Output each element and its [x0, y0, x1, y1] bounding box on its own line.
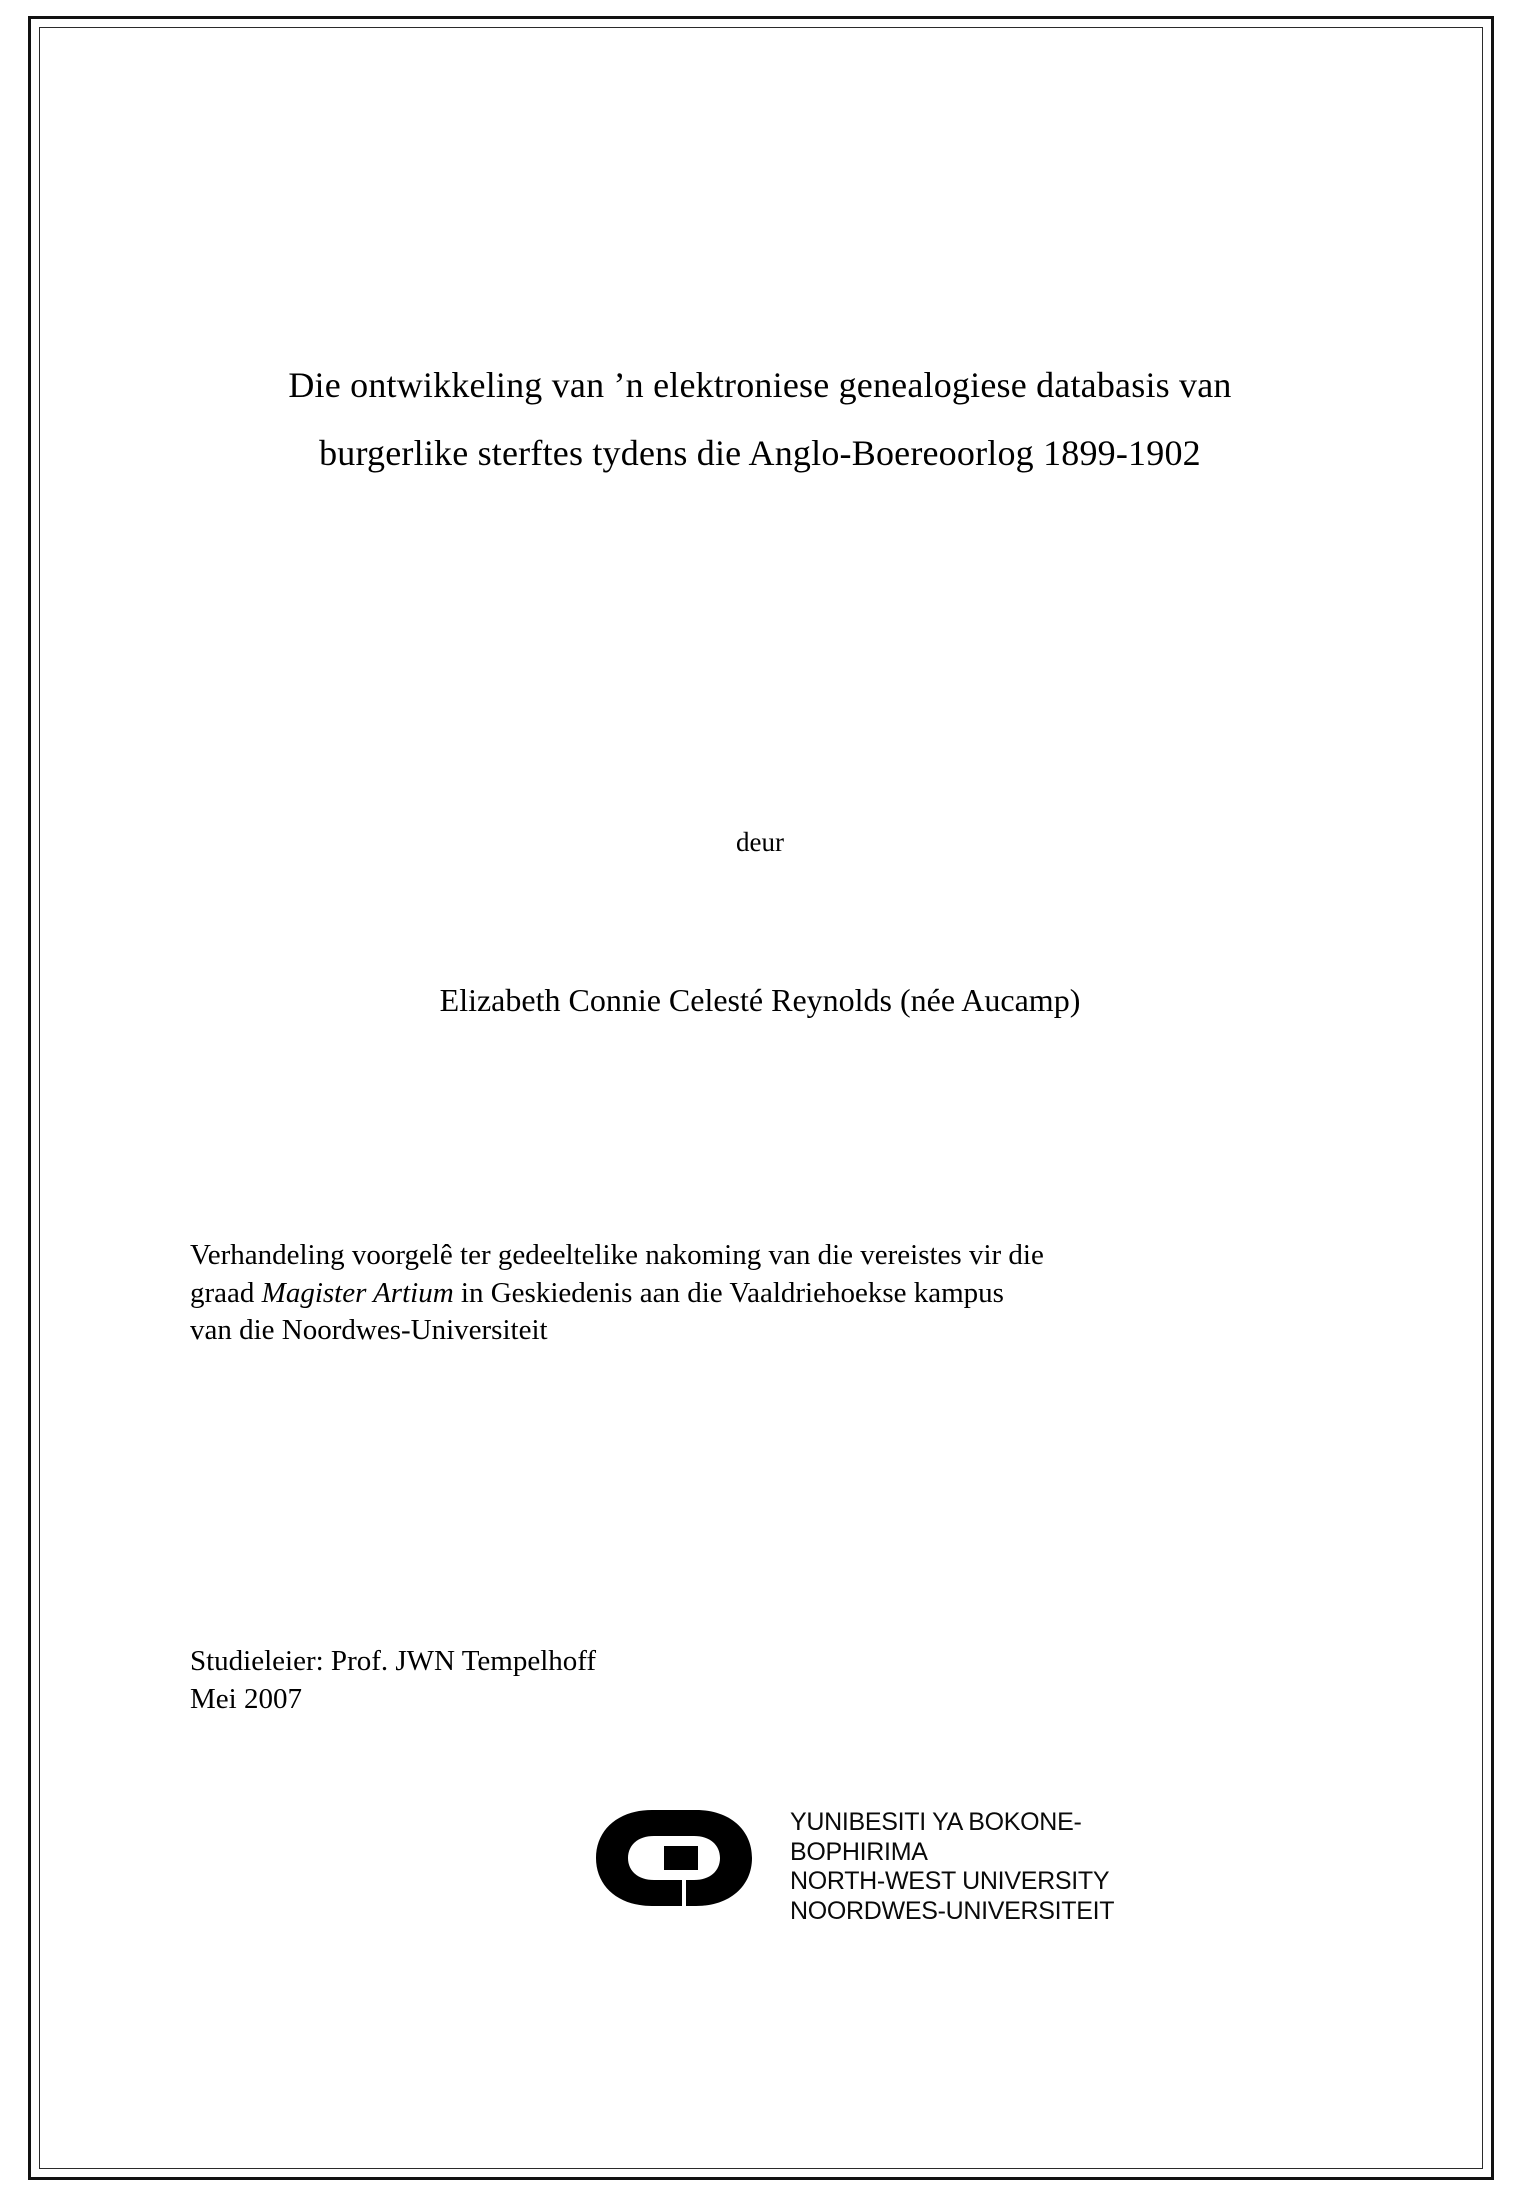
- document-title-line-2: burgerlike sterftes tydens die Anglo-Boereoorlog 1899-1902: [319, 433, 1201, 473]
- university-logo-group: [590, 1802, 1210, 1925]
- degree-statement-line-2-pre: graad: [190, 1276, 262, 1309]
- supervisor-and-date: [190, 1642, 1090, 1719]
- logo-text-line-2: NORTH-WEST UNIVERSITY: [790, 1867, 1110, 1895]
- degree-statement-line-2-post: in Geskiedenis aan die Vaaldriehoekse kampus: [453, 1276, 1004, 1309]
- page-content: [150, 27, 1370, 2169]
- degree-statement-line-2: [190, 1275, 1315, 1313]
- degree-statement: [190, 1237, 1315, 1350]
- date-line: Mei 2007: [190, 1683, 302, 1716]
- logo-text-line-3: NOORDWES-UNIVERSITEIT: [790, 1896, 1115, 1925]
- document-title: [180, 367, 1340, 471]
- by-label: deur: [736, 827, 784, 857]
- north-west-university-logo-icon: [590, 1804, 780, 1912]
- degree-statement-line-3: van die Noordwes-Universiteit: [190, 1314, 548, 1347]
- supervisor-line: Studieleier: Prof. JWN Tempelhoff: [190, 1645, 597, 1677]
- logo-text-line-1: YUNIBESITI YA BOKONE-BOPHIRIMA: [790, 1808, 1082, 1866]
- author-name: Elizabeth Connie Celesté Reynolds (née Aucamp): [439, 982, 1081, 1018]
- university-logo-text: [790, 1808, 1210, 1926]
- degree-statement-line-1: Verhandeling voorgelê ter gedeeltelike nakoming van die vereistes vir die: [190, 1239, 1044, 1271]
- degree-name-italic: Magister Artium: [261, 1276, 454, 1309]
- document-title-line-1: Die ontwikkeling van ’n elektroniese genealogiese databasis van: [288, 365, 1232, 405]
